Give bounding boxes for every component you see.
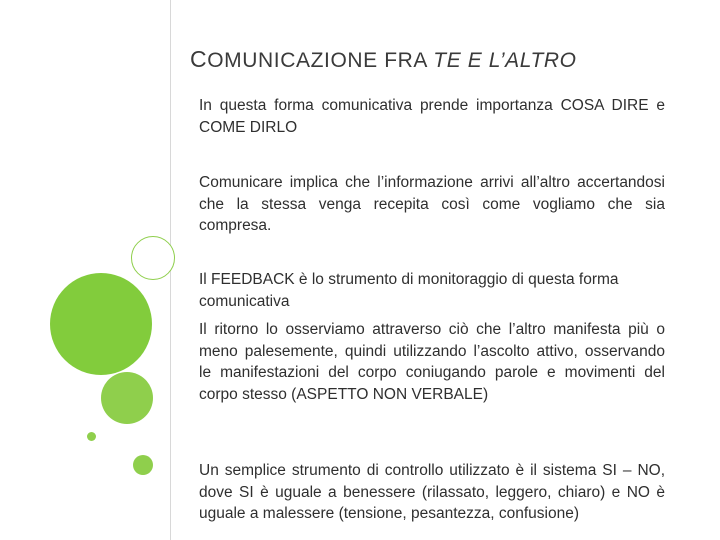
- decorative-circle-tiny: [87, 432, 96, 441]
- title-main: OMUNICAZIONE FRA: [207, 49, 434, 72]
- paragraph-feedback: Il FEEDBACK è lo strumento di monitoraggio di questa forma comunicativa: [199, 271, 619, 310]
- decorative-circle-small: [133, 455, 153, 475]
- decorative-circle-medium: [101, 372, 153, 424]
- decorative-circle-outline: [131, 236, 175, 280]
- slide-title: [190, 46, 690, 73]
- paragraph-return: Il ritorno lo osserviamo attraverso ciò che l’altro manifesta più o meno palesemente, quindi utilizzando l’ascolto attivo, osservando le manifestazioni del corpo coniugando parole e movimenti del corpo stesso (ASPETTO NON VERBALE): [199, 321, 665, 403]
- decorative-circle-large: [50, 273, 152, 375]
- paragraph-communicate: Comunicare implica che l’informazione arrivi all’altro accertandosi che la stessa venga recepita così come vogliamo che sia compresa.: [199, 174, 665, 234]
- title-first-letter: C: [190, 46, 208, 72]
- paragraph-importance: In questa forma comunicativa prende importanza COSA DIRE e COME DIRLO: [199, 97, 665, 136]
- title-italic: TE E L’ALTRO: [433, 49, 577, 72]
- paragraph-yes-no-system: Un semplice strumento di controllo utilizzato è il sistema SI – NO, dove SI è uguale a benessere (rilassato, leggero, chiaro) e NO è uguale a malessere (tensione, pesantezza, confusione): [199, 462, 665, 522]
